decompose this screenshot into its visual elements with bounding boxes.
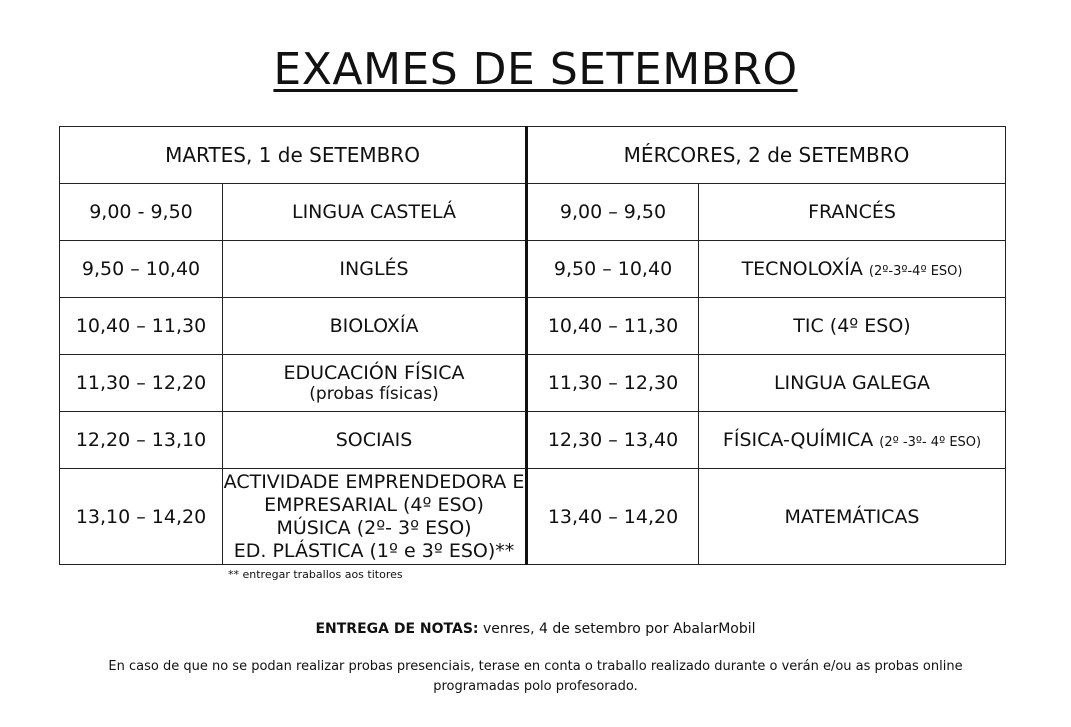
- day-header-tuesday: MARTES, 1 de SETEMBRO: [60, 127, 527, 184]
- subject-line: MÚSICA (2º- 3º ESO): [276, 516, 472, 539]
- subject-cell: BIOLOXÍA: [223, 298, 527, 355]
- subject-levels: (2º-3º-4º ESO): [868, 264, 963, 279]
- time-cell: 13,40 – 14,20: [527, 469, 699, 565]
- footnote: ** entregar traballos aos titores: [228, 568, 403, 581]
- subject-levels: (2º -3º- 4º ESO): [879, 435, 982, 450]
- time-cell: 11,30 – 12,30: [527, 355, 699, 412]
- time-cell: 9,50 – 10,40: [60, 241, 223, 298]
- exam-schedule-table: [59, 126, 1006, 565]
- subject-cell: TIC (4º ESO): [699, 298, 1006, 355]
- grades-delivery-line: [0, 621, 1071, 637]
- subject-line: EMPRESARIAL (4º ESO): [264, 493, 484, 516]
- table-row: [60, 469, 1006, 565]
- subject-name: TECNOLOXÍA: [741, 258, 863, 280]
- subject-line: ED. PLÁSTICA (1º e 3º ESO)**: [233, 539, 515, 562]
- subject-cell: [223, 469, 527, 565]
- subject-cell: [699, 241, 1006, 298]
- table-row: [60, 412, 1006, 469]
- subject-note: (probas físicas): [309, 384, 439, 404]
- subject-line: ACTIVIDADE EMPRENDEDORA E: [223, 470, 525, 493]
- subject-cell: MATEMÁTICAS: [699, 469, 1006, 565]
- time-cell: 12,20 – 13,10: [60, 412, 223, 469]
- subject-cell: SOCIAIS: [223, 412, 527, 469]
- subject-cell: [223, 355, 527, 412]
- day-header-wednesday: MÉRCORES, 2 de SETEMBRO: [527, 127, 1006, 184]
- subject-name: EDUCACIÓN FÍSICA: [283, 362, 465, 384]
- time-cell: 10,40 – 11,30: [527, 298, 699, 355]
- subject-name: FÍSICA-QUÍMICA: [722, 429, 874, 451]
- table-row: [60, 241, 1006, 298]
- table-row: [60, 355, 1006, 412]
- time-cell: 9,00 – 9,50: [527, 184, 699, 241]
- time-cell: 13,10 – 14,20: [60, 469, 223, 565]
- table-header-row: [60, 127, 1006, 184]
- grades-delivery-text: venres, 4 de setembro por AbalarMobil: [478, 621, 756, 637]
- time-cell: 11,30 – 12,20: [60, 355, 223, 412]
- time-cell: 9,00 - 9,50: [60, 184, 223, 241]
- time-cell: 10,40 – 11,30: [60, 298, 223, 355]
- page-title: EXAMES DE SETEMBRO: [273, 44, 798, 95]
- subject-cell: FRANCÉS: [699, 184, 1006, 241]
- table-row: [60, 298, 1006, 355]
- subject-cell: LINGUA GALEGA: [699, 355, 1006, 412]
- footer-note: En caso de que no se podan realizar probas presenciais, terase en conta o traballo realizado durante o verán e/ou as probas online programadas polo profesorado.: [108, 659, 963, 694]
- time-cell: 9,50 – 10,40: [527, 241, 699, 298]
- subject-cell: LINGUA CASTELÁ: [223, 184, 527, 241]
- subject-cell: INGLÉS: [223, 241, 527, 298]
- subject-cell: [699, 412, 1006, 469]
- grades-delivery-label: ENTREGA DE NOTAS:: [315, 621, 479, 637]
- table-row: [60, 184, 1006, 241]
- time-cell: 12,30 – 13,40: [527, 412, 699, 469]
